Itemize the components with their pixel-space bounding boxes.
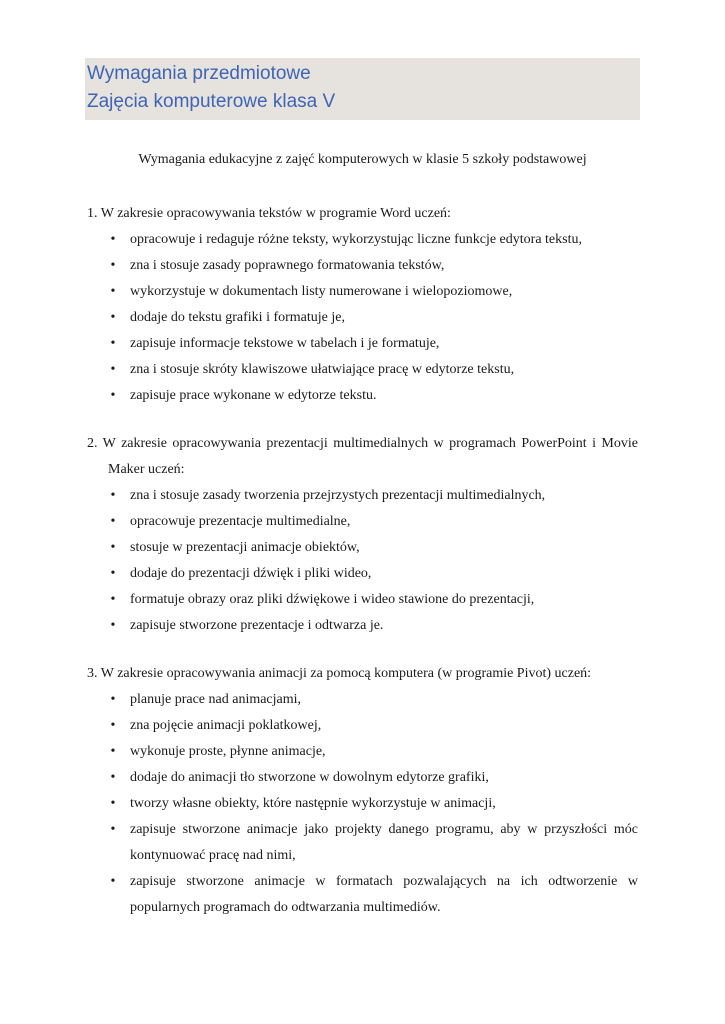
list-item-text: zapisuje informacje tekstowe w tabelach i je formatuje, (130, 336, 440, 351)
requirements-list (87, 227, 638, 409)
list-item (87, 687, 638, 713)
list-item (87, 331, 638, 357)
bullet-icon: • (110, 718, 116, 733)
requirements-list (87, 483, 638, 639)
list-item-text: zapisuje stworzone animacje jako projekty danego programu, aby w przyszłości móc kontynuować pracę nad nimi, (130, 822, 638, 863)
list-item (87, 561, 638, 587)
list-item (87, 509, 638, 535)
bullet-icon: • (110, 488, 116, 503)
section-animations (87, 661, 638, 921)
list-item (87, 305, 638, 331)
bullet-icon: • (110, 796, 116, 811)
list-item (87, 791, 638, 817)
list-item-text: formatuje obrazy oraz pliki dźwiękowe i wideo stawione do prezentacji, (130, 592, 535, 607)
section-word (87, 201, 638, 409)
bullet-icon: • (110, 618, 116, 633)
list-item (87, 483, 638, 509)
list-item (87, 357, 638, 383)
list-item-text: wykonuje proste, płynne animacje, (130, 744, 326, 759)
bullet-icon: • (110, 874, 116, 889)
list-item-text: tworzy własne obiekty, które następnie wykorzystuje w animacji, (130, 796, 496, 811)
bullet-icon: • (110, 540, 116, 555)
bullet-icon: • (110, 592, 116, 607)
document-subject: Zajęcia komputerowe klasa V (87, 91, 336, 112)
section-heading: 2. W zakresie opracowywania prezentacji multimedialnych w programach PowerPoint i Movie Maker uczeń: (87, 436, 638, 477)
bullet-icon: • (110, 744, 116, 759)
list-item (87, 587, 638, 613)
bullet-icon: • (110, 770, 116, 785)
list-item (87, 383, 638, 409)
bullet-icon: • (110, 692, 116, 707)
list-item (87, 227, 638, 253)
bullet-icon: • (110, 566, 116, 581)
list-item (87, 869, 638, 921)
list-item (87, 535, 638, 561)
list-item-text: dodaje do animacji tło stworzone w dowolnym edytorze grafiki, (130, 770, 489, 785)
section-heading: 3. W zakresie opracowywania animacji za pomocą komputera (w programie Pivot) uczeń: (87, 666, 592, 681)
list-item-text: zapisuje stworzone prezentacje i odtwarza je. (130, 618, 384, 633)
list-item-text: wykorzystuje w dokumentach listy numerowane i wielopoziomowe, (130, 284, 513, 299)
section-heading: 1. W zakresie opracowywania tekstów w programie Word uczeń: (87, 206, 451, 221)
list-item-text: zna i stosuje zasady tworzenia przejrzystych prezentacji multimedialnych, (130, 488, 546, 503)
list-item (87, 613, 638, 639)
list-item (87, 713, 638, 739)
document-subtitle: Wymagania edukacyjne z zajęć komputerowych w klasie 5 szkoły podstawowej (138, 152, 587, 167)
list-item-text: zna pojęcie animacji poklatkowej, (130, 718, 322, 733)
list-item (87, 253, 638, 279)
bullet-icon: • (110, 362, 116, 377)
list-item (87, 739, 638, 765)
list-item (87, 279, 638, 305)
bullet-icon: • (110, 514, 116, 529)
bullet-icon: • (110, 258, 116, 273)
document-title: Wymagania przedmiotowe (87, 63, 311, 84)
bullet-icon: • (110, 388, 116, 403)
bullet-icon: • (110, 336, 116, 351)
requirements-content (87, 201, 638, 943)
requirements-list (87, 687, 638, 921)
list-item (87, 817, 638, 869)
list-item-text: opracowuje prezentacje multimedialne, (130, 514, 351, 529)
list-item-text: zapisuje stworzone animacje w formatach pozwalających na ich odtworzenie w popularnych programach do odtwarzania multimediów. (130, 874, 638, 915)
list-item-text: zapisuje prace wykonane w edytorze tekstu. (130, 388, 377, 403)
bullet-icon: • (110, 232, 116, 247)
list-item-text: dodaje do tekstu grafiki i formatuje je, (130, 310, 345, 325)
list-item-text: planuje prace nad animacjami, (130, 692, 302, 707)
bullet-icon: • (110, 822, 116, 837)
list-item-text: zna i stosuje skróty klawiszowe ułatwiające pracę w edytorze tekstu, (130, 362, 515, 377)
list-item-text: zna i stosuje zasady poprawnego formatowania tekstów, (130, 258, 445, 273)
list-item-text: dodaje do prezentacji dźwięk i pliki wideo, (130, 566, 372, 581)
bullet-icon: • (110, 284, 116, 299)
header-box (85, 58, 640, 120)
section-presentations (87, 431, 638, 639)
bullet-icon: • (110, 310, 116, 325)
list-item-text: stosuje w prezentacji animacje obiektów, (130, 540, 360, 555)
list-item-text: opracowuje i redaguje różne teksty, wykorzystując liczne funkcje edytora tekstu, (130, 232, 582, 247)
list-item (87, 765, 638, 791)
